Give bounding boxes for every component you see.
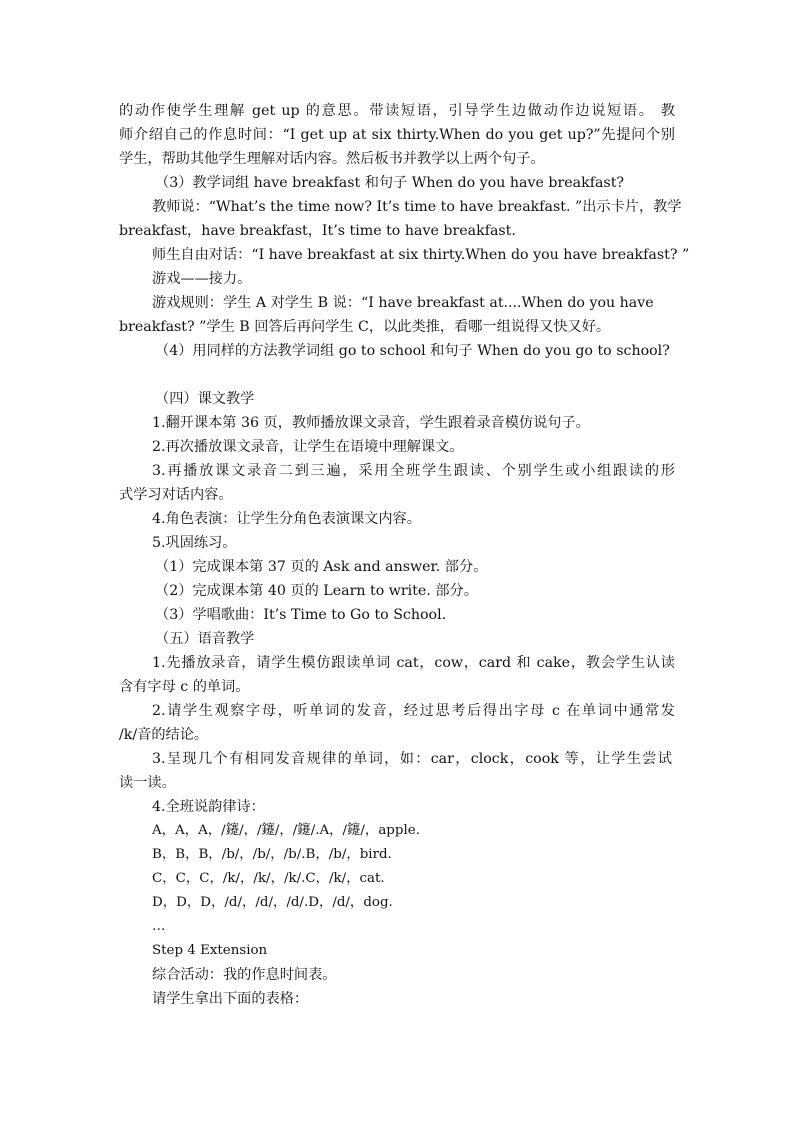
paragraph-line: 1.先播放录音，请学生模仿跟读单词 cat，cow，card 和 cake，教会学生认读 [152,655,675,671]
paragraph-line: 游戏规则：学生 A 对学生 B 说：“I have breakfast at....When do you have [152,295,654,311]
paragraph-line: 综合活动：我的作息时间表。 [152,967,337,983]
paragraph-line: 2.请学生观察字母，听单词的发音，经过思考后得出字母 c 在单词中通常发 [152,703,675,719]
paragraph-line: 含有字母 c 的单词。 [119,679,250,695]
section-heading: Step 4 Extension [152,943,268,958]
paragraph-line: 读一读。 [119,775,176,791]
section-heading: （五）语音教学 [155,631,255,647]
paragraph-line: （4）用同样的方法教学词组 go to school 和句子 When do you go to school? [155,343,670,359]
paragraph-line: 1.翻开课本第 36 页，教师播放课文录音，学生跟着录音模仿说句子。 [152,415,590,431]
paragraph-line: （1）完成课本第 37 页的 Ask and answer. 部分。 [155,559,488,575]
paragraph-line: 3.呈现几个有相同发音规律的单词，如：car，clock，cook 等，让学生尝试 [152,751,672,767]
paragraph-line: /k/音的结论。 [119,727,209,743]
rhyme-line: C，C，C，/k/，/k/，/k/.C，/k/，cat. [152,871,385,886]
paragraph-line: 游戏——接力。 [152,271,252,287]
paragraph-line: （3）教学词组 have breakfast 和句子 When do you have breakfast? [155,175,624,191]
paragraph-line: 的动作使学生理解 get up 的意思。带读短语，引导学生边做动作边说短语。 教 [119,103,675,119]
paragraph-line: 教师说：“What’s the time now? It’s time to have breakfast. ”出示卡片，教学 [152,199,682,215]
paragraph-line: （2）完成课本第 40 页的 Learn to write. 部分。 [155,583,478,599]
paragraph-line: （3）学唱歌曲：It’s Time to Go to School. [155,607,447,623]
paragraph-line: 2.再次播放课文录音，让学生在语境中理解课文。 [152,439,464,455]
paragraph-line: 请学生拿出下面的表格： [152,991,309,1007]
section-heading: （四）课文教学 [155,391,255,407]
paragraph-line: 5.巩固练习。 [152,535,237,551]
paragraph-line: 式学习对话内容。 [119,487,233,503]
ellipsis: … [152,919,166,934]
paragraph-line: 师生自由对话：“I have breakfast at six thirty.When do you have breakfast? ” [152,247,690,263]
rhyme-line: B，B，B，/b/，/b/，/b/.B，/b/，bird. [152,847,392,862]
rhyme-line: D，D，D，/d/，/d/，/d/.D，/d/，dog. [152,895,393,910]
paragraph-line: 4.角色表演：让学生分角色表演课文内容。 [152,511,421,527]
rhyme-line: A，A，A，/鑳/，/鑳/，/鑳/.A，/鑳/，apple. [152,823,420,838]
paragraph-line: breakfast，have breakfast，It’s time to have breakfast. [119,223,516,239]
paragraph-line: 学生，帮助其他学生理解对话内容。然后板书并教学以上两个句子。 [119,151,545,167]
paragraph-line: breakfast? ”学生 B 回答后再问学生 C，以此类推，看哪一组说得又快又好。 [119,319,611,335]
paragraph-line: 4.全班说韵律诗： [152,799,265,815]
paragraph-line: 师介绍自己的作息时间：“I get up at six thirty.When do you get up?”先提问个别 [119,127,675,143]
paragraph-line: 3.再播放课文录音二到三遍，采用全班学生跟读、个别学生或小组跟读的形 [152,463,675,479]
